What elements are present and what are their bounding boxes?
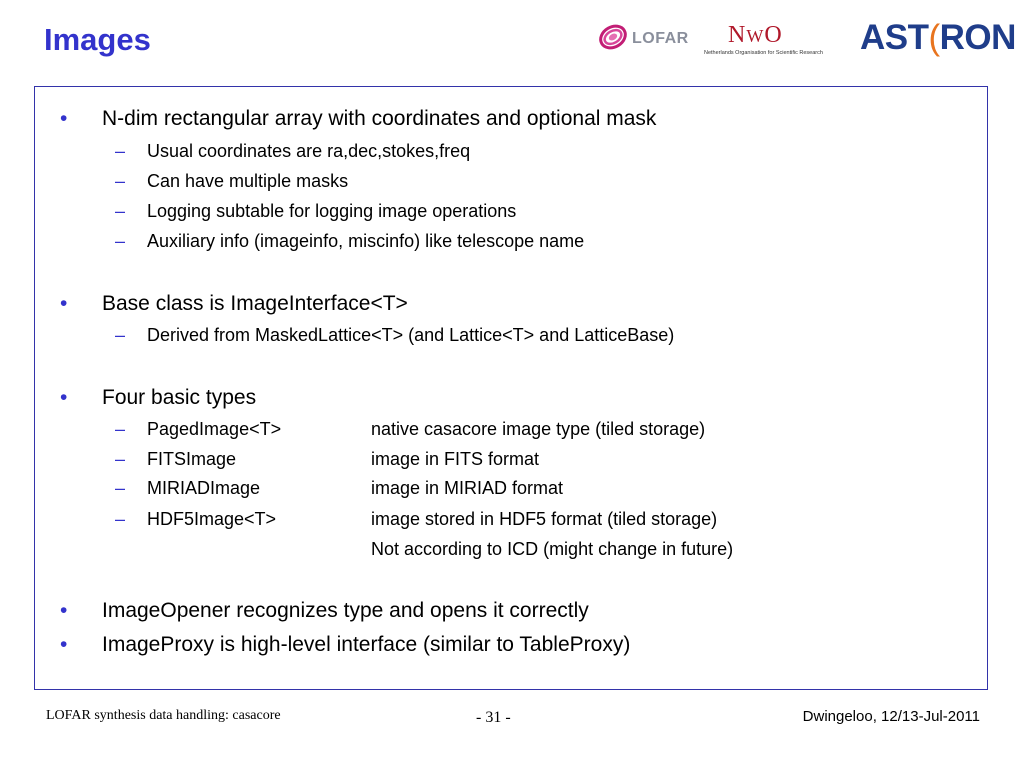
bullet-ndim-array: • N-dim rectangular array with coordinates and optional mask	[60, 107, 657, 130]
sub-item: – Usual coordinates are ra,dec,stokes,freq	[115, 141, 471, 161]
lofar-logo-text: LOFAR	[632, 30, 689, 47]
lofar-logo-icon	[596, 18, 630, 54]
footer-left: LOFAR synthesis data handling: casacore	[46, 708, 281, 723]
bullet-marker: •	[60, 107, 68, 130]
bullet-marker: •	[60, 599, 68, 622]
bullet-marker: •	[60, 633, 68, 656]
astron-logo: AST(RON	[860, 18, 1016, 57]
bullet-four-types: • Four basic types	[60, 386, 257, 409]
bullet-marker: •	[60, 386, 68, 409]
nwo-logo-subtitle: Netherlands Organisation for Scientific Research	[704, 50, 823, 56]
sub-item: – Auxiliary info (imageinfo, miscinfo) like telescope name	[115, 231, 585, 251]
lofar-logo	[596, 18, 700, 58]
sub-item: – Derived from MaskedLattice<T> (and Lattice<T> and LatticeBase)	[115, 325, 675, 345]
footer-right: Dwingeloo, 12/13-Jul-2011	[802, 708, 980, 725]
type-row: – PagedImage<T> native casacore image type (tiled storage)	[115, 419, 706, 439]
type-row: – MIRIADImage image in MIRIAD format	[115, 478, 564, 498]
type-row: – FITSImage image in FITS format	[115, 449, 540, 469]
bullet-base-class: • Base class is ImageInterface<T>	[60, 292, 408, 315]
sub-item: – Can have multiple masks	[115, 171, 349, 191]
type-row: – HDF5Image<T> image stored in HDF5 format (tiled storage)	[115, 509, 718, 529]
nwo-logo	[704, 20, 846, 60]
sub-item: – Logging subtable for logging image operations	[115, 201, 517, 221]
bullet-image-proxy: • ImageProxy is high-level interface (similar to TableProxy)	[60, 633, 631, 656]
nwo-logo-mark: NWO	[728, 22, 783, 48]
page-number: - 31 -	[476, 709, 511, 726]
bullet-image-opener: • ImageOpener recognizes type and opens it correctly	[60, 599, 589, 622]
bullet-marker: •	[60, 292, 68, 315]
slide-title: Images	[44, 22, 151, 57]
